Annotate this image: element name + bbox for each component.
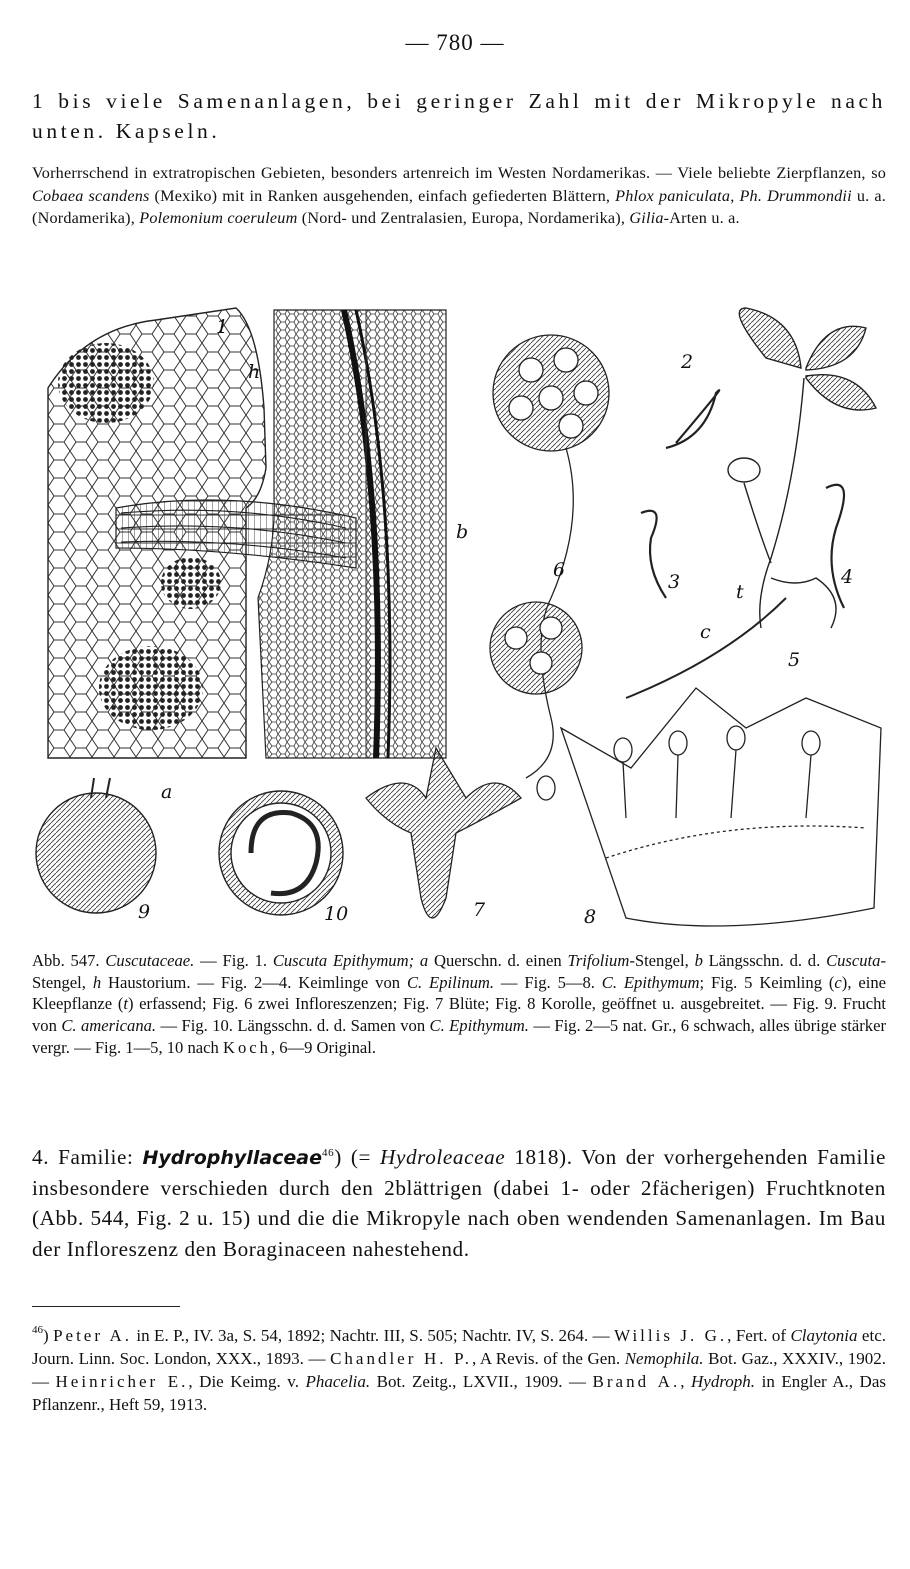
footnote: $^{46}$) Peter A. in E. P., IV. 3a, S. 54, 1892; Nachtr. III, S. 505; Nachtr. IV, S. 264. — Willis J. G., Fert. of Claytonia etc. Journ. Linn. Soc. London, XXX., 1893. — Chandler H. P., A Revis. of the Gen. Nemophila. Bot. Gaz., XXXIV., 1902. — Heinricher E., Die Keimg. v. Phacelia. Bot. Zeitg., LXVII., 1909. — Brand A., Hydroph. in Engler A., Das Pflanzenr., Heft 59, 1913. — [32, 1324, 886, 1414]
fig10-seed-section — [219, 791, 343, 915]
figure-label: 9 — [138, 901, 151, 923]
fig5-clover-seedling — [626, 308, 876, 698]
figure-label: 7 — [473, 899, 486, 921]
fig9-fruit — [36, 778, 156, 913]
figure-label: b — [456, 521, 469, 543]
fig1-section — [48, 308, 446, 758]
paragraph-intro-spaced: 1 bis viele Samenanlagen, bei geringer Zahl mit der Mikropyle nach unten. Kapseln. — [32, 89, 886, 143]
fig6-inflorescence — [490, 335, 609, 778]
figure-caption: Abb. 547. Cuscutaceae. — Fig. 1. Cuscuta Epithymum; a Querschn. d. einen Trifolium-Stengel, b Längsschn. d. d. Cuscuta-Stengel, h Haustorium. — Fig. 2—4. Keimlinge von C. Epilinum. — Fig. 5—8. C. Epithymum; Fig. 5 Keimling (c), eine Kleepflanze (t) erfassend; Fig. 6 zwei Infloreszenzen; Fig. 7 Blüte; Fig. 8 Korolle, geöffnet u. ausgebreitet. — Fig. 9. Frucht von C. americana. — Fig. 10. Längsschn. d. d. Samen von C. Epithymum. — Fig. 2—5 nat. Gr., 6 schwach, alles übrige stärker vergr. — Fig. 1—5, 10 nach Koch, 6—9 Original. — [32, 951, 887, 1057]
page-number: — 780 — — [405, 30, 505, 55]
fig7-flower — [366, 748, 521, 918]
figure-label: 8 — [584, 906, 597, 928]
figure-label: 5 — [788, 649, 801, 671]
figure-label: 1 — [216, 316, 229, 338]
fig8-corolla — [537, 688, 881, 926]
figure-label: 3 — [668, 571, 681, 593]
paragraph-distribution: Vorherrschend in extratropischen Gebieten, besonders artenreich im Westen Nordamerikas. — Viele beliebte Zierpflanzen, so Cobaea scandens (Mexiko) mit in Ranken ausgehenden, einfach gefiederten Blättern, Phlox paniculata, Ph. Drummondii u. a. (Nordamerika), Polemonium coeruleum (Nord- und Zentralasien, Europa, Nordamerika), Gilia-Arten u. a. — [32, 164, 886, 228]
botanical-figure — [26, 298, 890, 940]
family-name: Hydrophyllaceae — [142, 1147, 323, 1169]
figure-label: 10 — [324, 903, 349, 925]
figure-label: c — [700, 621, 711, 643]
figure-label: 6 — [553, 559, 566, 581]
family-paragraph: 4. Familie: Hydrophyllaceae$^{46}$) (= Hydroleaceae 1818). Von der vorhergehenden Familie insbesondere verschieden durch den 2blättrigen (dabei 1- oder 2fächerigen) Fruchtknoten (Abb. 544, Fig. 2 u. 15) und die die Mikropyle nach oben wendenden Samenanlagen. Im Bau der Infloreszenz den Boraginaceen nahestehend. — [32, 1145, 886, 1261]
figure-label: h — [248, 361, 261, 383]
figure-label: 4 — [841, 566, 854, 588]
figure-label: t — [736, 581, 744, 603]
footnote-rule — [32, 1306, 180, 1307]
figure-label: a — [161, 781, 173, 803]
figure-label: 2 — [681, 351, 694, 373]
